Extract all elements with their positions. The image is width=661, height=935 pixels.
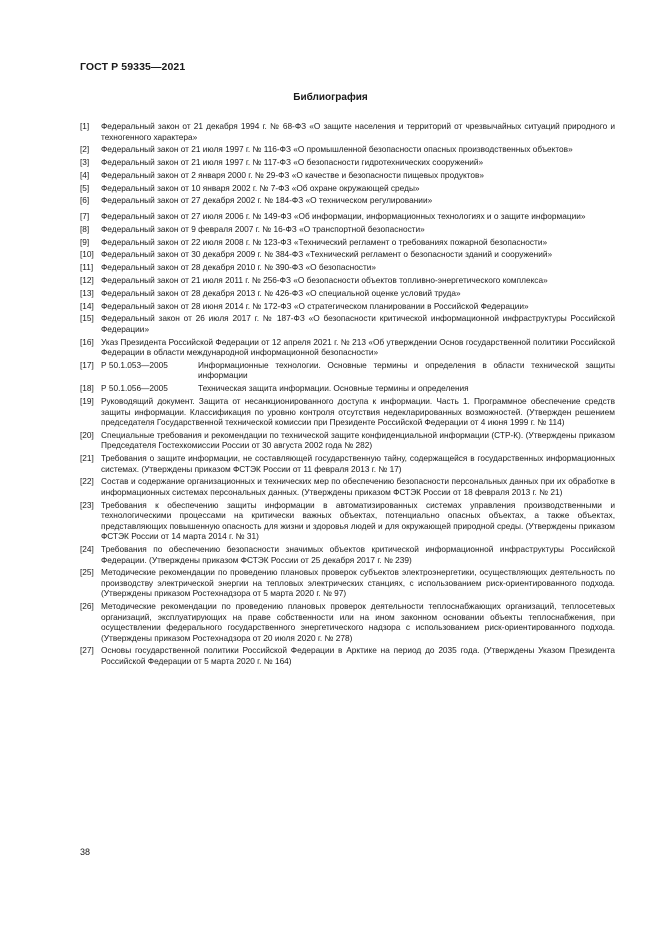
bibliography-entry [80, 121, 615, 142]
bibliography-entry-number: [11] [80, 262, 94, 273]
bibliography-entry [80, 195, 615, 206]
bibliography-entry-text: Федеральный закон от 21 июля 1997 г. № 117-ФЗ «О безопасности гидротехнических сооружений» [101, 157, 484, 168]
bibliography-entry [80, 170, 615, 181]
bibliography-entry-text: Федеральный закон от 26 июля 2017 г. № 187-ФЗ «О безопасности критической информационной инфраструктуры Российской Федерации» [101, 313, 615, 334]
bibliography-entry-text: Федеральный закон от 28 декабря 2013 г. № 426-ФЗ «О специальной оценке условий труда» [101, 287, 461, 298]
bibliography-entry-text: Федеральный закон от 28 декабря 2010 г. № 390-ФЗ «О безопасности» [101, 262, 376, 273]
bibliography-entry-code: Р 50.1.056—2005 [101, 383, 168, 394]
bibliography-entry-text: Требования к обеспечению защиты информации в автоматизированных системах управления производственными и технологическими процессами на критически важных объектах, потенциально опасных объектах, а также объектах, представляющих повышенную опасность для жизни и здоровья людей и для окружающей природной среды. (Утверждены приказом ФСТЭК России от 14 марта 2014 г. № 31) [101, 499, 615, 542]
bibliography-entry-number: [14] [80, 300, 94, 311]
bibliography-entry-text: Федеральный закон от 9 февраля 2007 г. № 16-ФЗ «О транспортной безопасности» [101, 223, 425, 234]
bibliography-entry-number: [15] [80, 313, 94, 324]
bibliography-entry-text: Федеральный закон от 27 июля 2006 г. № 149-ФЗ «Об информации, информационных технологиях и о защите информации» [101, 210, 586, 221]
bibliography-entry [80, 567, 615, 599]
bibliography-entry-text: Федеральный закон от 21 декабря 1994 г. № 68-ФЗ «О защите населения и территорий от чрезвычайных ситуаций природного и техногенного характера» [101, 121, 615, 142]
bibliography-entry [80, 453, 615, 474]
bibliography-entry-number: [4] [80, 169, 90, 180]
bibliography-entry-number: [7] [80, 210, 90, 221]
bibliography-entry [80, 544, 615, 565]
bibliography-entry [80, 500, 615, 542]
bibliography-entry-number: [8] [80, 223, 90, 234]
bibliography-entry [80, 313, 615, 334]
bibliography-entry-number: [16] [80, 336, 94, 347]
bibliography-entry-text: Основы государственной политики Российской Федерации в Арктике на период до 2035 года. (Утверждены Указом Президента Российской Федерации от 5 марта 2020 г. № 164) [101, 645, 615, 666]
bibliography-entry [80, 360, 615, 381]
document-standard-code: ГОСТ Р 59335—2021 [80, 61, 186, 73]
bibliography-entry-text: Методические рекомендации по проведению плановых проверок деятельности теплоснабжающих организаций, теплосетевых организаций, эксплуатирующих на праве собственности или на ином законном основании объекты теплоснабжения, при осуществлении федерального государственного энергетического надзора с использованием риск-ориентированного подхода. (Утверждены приказом Ростехнадзора от 20 июля 2020 г. № 278) [101, 601, 615, 643]
bibliography-list [80, 121, 615, 669]
bibliography-entry-text: Требования по обеспечению безопасности значимых объектов критической информационной инфраструктуры Российской Федерации. (Утверждены приказом ФСТЭК России от 25 декабря 2017 г. № 239) [101, 544, 615, 565]
bibliography-entry [80, 249, 615, 260]
bibliography-entry-standard [101, 383, 615, 394]
bibliography-entry-code: Р 50.1.053—2005 [101, 359, 168, 370]
bibliography-entry-text: Специальные требования и рекомендации по технической защите конфиденциальной информации (СТР-К). (Утверждены приказом Председателя Гостехкомиссии России от 30 августа 2002 года № 282) [101, 429, 615, 451]
bibliography-entry-number: [18] [80, 383, 94, 394]
bibliography-entry [80, 645, 615, 666]
bibliography-entry-number: [6] [80, 195, 90, 206]
bibliography-entry [80, 237, 615, 248]
bibliography-entry-number: [10] [80, 249, 94, 260]
bibliography-entry [80, 157, 615, 168]
bibliography-entry-text: Федеральный закон от 2 января 2000 г. № 29-ФЗ «О качестве и безопасности пищевых продуктов» [101, 169, 485, 180]
bibliography-entry-number: [23] [80, 499, 94, 510]
bibliography-entry-text: Указ Президента Российской Федерации от 12 апреля 2021 г. № 213 «Об утверждении Основ государственной политики Российской Федерации в области международной информационной безопасности» [101, 336, 615, 358]
bibliography-entry-text: Федеральный закон от 22 июля 2008 г. № 123-ФЗ «Технический регламент о требованиях пожарной безопасности» [101, 236, 548, 247]
bibliography-entry [80, 183, 615, 194]
bibliography-entry-text: Требования о защите информации, не составляющей государственную тайну, содержащейся в государственных информационных системах. (Утверждены приказом ФСТЭК России от 11 февраля 2013 г. № 17) [101, 453, 615, 474]
bibliography-entry [80, 224, 615, 235]
bibliography-entry-number: [13] [80, 287, 94, 298]
bibliography-entry-number: [21] [80, 453, 94, 464]
bibliography-entry-number: [3] [80, 157, 90, 168]
bibliography-entry [80, 211, 615, 222]
bibliography-entry [80, 430, 615, 451]
bibliography-entry-number: [19] [80, 396, 94, 407]
bibliography-entry-text: Федеральный закон от 27 декабря 2002 г. № 184-ФЗ «О техническом регулировании» [101, 195, 433, 206]
bibliography-entry-number: [2] [80, 144, 90, 155]
bibliography-entry-number: [5] [80, 182, 90, 193]
bibliography-entry-text: Федеральный закон от 28 июня 2014 г. № 172-ФЗ «О стратегическом планировании в Российской Федерации» [101, 300, 529, 311]
bibliography-entry-number: [20] [80, 429, 94, 440]
bibliography-entry [80, 301, 615, 312]
bibliography-entry [80, 144, 615, 155]
bibliography-entry-number: [22] [80, 476, 94, 487]
bibliography-entry-text: Федеральный закон от 21 июля 1997 г. № 116-ФЗ «О промышленной безопасности опасных производственных объектов» [101, 144, 573, 155]
bibliography-entry-text: Техническая защита информации. Основные термины и определения [198, 383, 469, 394]
bibliography-entry-number: [24] [80, 544, 94, 555]
bibliography-entry [80, 601, 615, 643]
bibliography-entry-number: [26] [80, 601, 94, 612]
bibliography-entry-text: Информационные технологии. Основные термины и определения в области технической защиты информации [198, 359, 615, 381]
bibliography-entry-text: Федеральный закон от 21 июля 2011 г. № 256-ФЗ «О безопасности объектов топливно-энергетического комплекса» [101, 274, 548, 285]
bibliography-entry [80, 396, 615, 428]
bibliography-entry [80, 275, 615, 286]
bibliography-entry [80, 288, 615, 299]
bibliography-entry-number: [12] [80, 274, 94, 285]
bibliography-entry [80, 337, 615, 358]
bibliography-entry-text: Федеральный закон от 30 декабря 2009 г. № 384-ФЗ «Технический регламент о безопасности зданий и сооружений» [101, 249, 553, 260]
bibliography-entry-number: [25] [80, 567, 94, 578]
bibliography-entry [80, 383, 615, 394]
bibliography-entry-text: Методические рекомендации по проведению плановых проверок субъектов электроэнергетики, осуществляющих деятельность по производству электрической энергии на тепловых электрических станциях, с использованием риск-ориентированного подхода. (Утверждены приказом Ростехнадзора от 5 марта 2020 г. № 97) [101, 567, 615, 599]
bibliography-entry-number: [1] [80, 121, 90, 131]
bibliography-entry-text: Федеральный закон от 10 января 2002 г. № 7-ФЗ «Об охране окружающей среды» [101, 182, 420, 193]
bibliography-entry-number: [27] [80, 645, 94, 656]
bibliography-entry [80, 476, 615, 497]
bibliography-entry-text: Руководящий документ. Защита от несанкционированного доступа к информации. Часть 1. Программное обеспечение средств защиты информации. Классификация по уровню контроля отсутствия недекларированных возможностей. (Утвержден решением председателя Государственной технической комиссии при Президенте Российской Федерации от 4 июня 1999 г. № 114) [101, 396, 615, 428]
bibliography-entry [80, 262, 615, 273]
bibliography-entry-text: Состав и содержание организационных и технических мер по обеспечению безопасности персональных данных при их обработке в информационных системах персональных данных. (Утверждены приказом ФСТЭК России от 18 февраля 2013 г. № 21) [101, 476, 615, 497]
bibliography-title: Библиография [293, 92, 368, 103]
bibliography-entry-standard [101, 360, 615, 381]
bibliography-entry-number: [9] [80, 236, 90, 247]
bibliography-entry-number: [17] [80, 359, 94, 370]
page-number: 38 [80, 847, 91, 857]
